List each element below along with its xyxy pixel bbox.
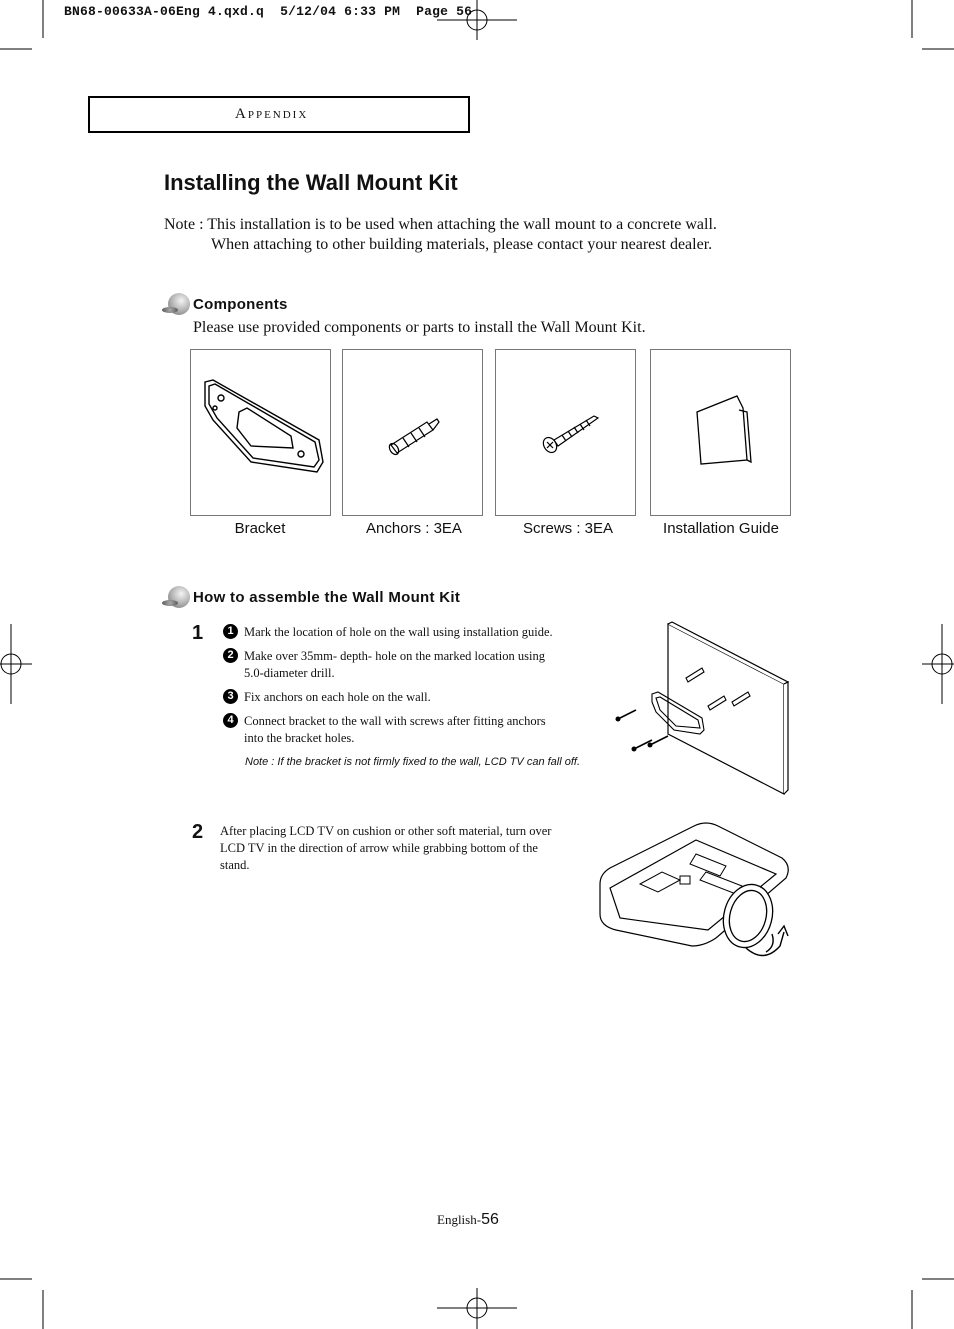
- step-2-line-1: After placing LCD TV on cushion or other soft material, turn over: [220, 824, 552, 838]
- wall-mount-illustration: [612, 620, 790, 798]
- step-1-item-2-line-2: 5.0-diameter drill.: [244, 666, 335, 680]
- step-1-bullet-2: 2: [223, 648, 238, 663]
- step-1-item-1: [244, 624, 553, 641]
- anchors-label: Anchors : 3EA: [366, 520, 462, 537]
- step-1-item-4-line-1: Connect bracket to the wall with screws after fitting anchors: [244, 714, 546, 728]
- slug-file: BN68-00633A-06Eng 4.qxd.q: [64, 4, 265, 19]
- bracket-label: Bracket: [234, 520, 286, 537]
- appendix-label: Appendix: [235, 106, 309, 122]
- section-bullet-icon: [168, 586, 190, 608]
- screw-illustration: [496, 350, 635, 515]
- step-1-item-4-line-2: into the bracket holes.: [244, 731, 355, 745]
- step-1-note: Note : If the bracket is not firmly fixed to the wall, LCD TV can fall off.: [245, 756, 581, 768]
- anchor-illustration: [343, 350, 482, 515]
- slug-page: Page 56: [416, 4, 473, 19]
- guide-illustration: [651, 350, 790, 515]
- footer-language: English-: [437, 1212, 482, 1227]
- note-line-2: When attaching to other building materials, please contact your nearest dealer.: [211, 236, 713, 253]
- bracket-illustration: [191, 350, 330, 515]
- step-1-item-4: [244, 713, 546, 747]
- step-1-bullet-4: 4: [223, 713, 238, 728]
- step-1-item-2-line-1: Make over 35mm- depth- hole on the marked location using: [244, 649, 545, 663]
- section-bullet-icon: [168, 293, 190, 315]
- screws-label: Screws : 3EA: [522, 520, 614, 537]
- page-title: Installing the Wall Mount Kit: [164, 170, 458, 195]
- step-1-number: 1: [192, 622, 204, 644]
- note-line-1: Note : This installation is to be used when attaching the wall mount to a concrete wall.: [164, 216, 717, 233]
- step-2-line-2: LCD TV in the direction of arrow while grabbing bottom of the: [220, 841, 538, 855]
- screws-box: [495, 349, 636, 516]
- step-1-item-3: [244, 689, 431, 706]
- appendix-header-box: [88, 96, 470, 133]
- step-1-item-3-line-1: Fix anchors on each hole on the wall.: [244, 690, 431, 704]
- guide-box: [650, 349, 791, 516]
- components-heading: Components: [193, 296, 288, 313]
- guide-label: Installation Guide: [663, 520, 779, 537]
- components-intro: Please use provided components or parts to install the Wall Mount Kit.: [193, 319, 646, 336]
- tv-turnover-illustration: [596, 822, 792, 964]
- step-1-bullet-1: 1: [223, 624, 238, 639]
- step-2-text: [220, 823, 551, 874]
- step-2-line-3: stand.: [220, 858, 250, 872]
- assemble-heading: How to assemble the Wall Mount Kit: [193, 589, 461, 606]
- step-1-bullet-3: 3: [223, 689, 238, 704]
- page-footer: [437, 1211, 499, 1229]
- slug-date: 5/12/04: [280, 4, 337, 19]
- footer-page-number: 56: [481, 1211, 499, 1228]
- bracket-box: [190, 349, 331, 516]
- anchors-box: [342, 349, 483, 516]
- slug-time: 6:33 PM: [344, 4, 401, 19]
- step-2-number: 2: [192, 821, 204, 843]
- step-1-item-2: [244, 648, 545, 682]
- step-1-item-1-line-1: Mark the location of hole on the wall using installation guide.: [244, 625, 553, 639]
